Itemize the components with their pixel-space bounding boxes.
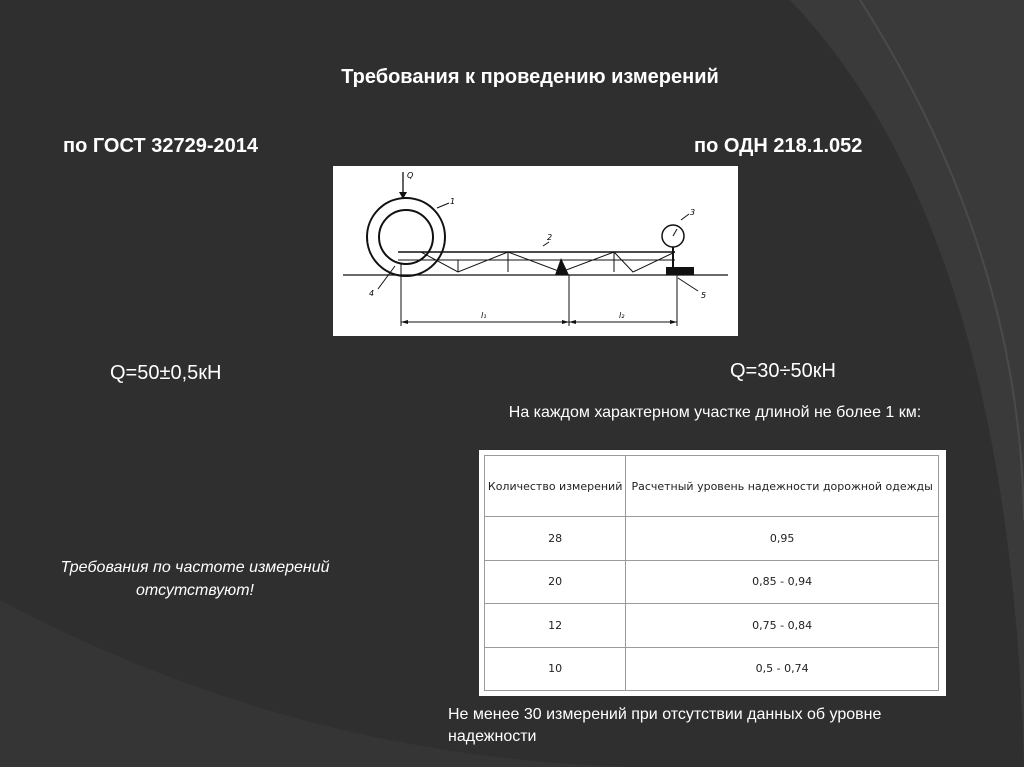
table-row (485, 560, 939, 604)
wheel-inner (379, 210, 433, 264)
label-1: 1 (450, 197, 456, 206)
segment-note: На каждом характерном участке длиной не более 1 км: (508, 404, 922, 421)
label-2: 2 (547, 233, 553, 242)
table-row (485, 604, 939, 648)
cell-count: 10 (485, 647, 626, 691)
load-label: Q (407, 171, 414, 180)
label-4: 4 (369, 289, 375, 298)
frequency-note: Требования по частоте измерений отсутствуют! (60, 559, 330, 599)
label-3: 3 (690, 208, 696, 217)
measurement-scheme-diagram (333, 166, 738, 336)
slide-title: Требования к проведению измерений (341, 66, 719, 88)
dimension-l2: l₂ (619, 311, 625, 320)
cell-reliability: 0,5 - 0,74 (626, 647, 939, 691)
odn-load-value: Q=30÷50кН (730, 360, 836, 382)
support (666, 267, 694, 275)
gost-load-value: Q=50±0,5кН (110, 362, 222, 384)
dimension-l1: l₁ (481, 311, 487, 320)
minimum-measurements-note: Не менее 30 измерений при отсутствии данных об уровне надежности (448, 706, 882, 745)
reliability-table (484, 455, 939, 691)
cell-reliability: 0,95 (626, 517, 939, 561)
gost-standard-heading: по ГОСТ 32729-2014 (63, 135, 258, 157)
odn-standard-heading: по ОДН 218.1.052 (694, 135, 863, 157)
header-reliability: Расчетный уровень надежности дорожной одежды (626, 456, 939, 517)
label-5: 5 (701, 291, 707, 300)
cell-count: 28 (485, 517, 626, 561)
cell-reliability: 0,75 - 0,84 (626, 604, 939, 648)
table-header-row (485, 456, 939, 517)
reliability-table-panel (479, 450, 946, 696)
cell-reliability: 0,85 - 0,94 (626, 560, 939, 604)
fulcrum (555, 258, 569, 275)
cell-count: 20 (485, 560, 626, 604)
table-row (485, 647, 939, 691)
header-count: Количество измерений (485, 456, 626, 517)
beam-truss (421, 252, 675, 272)
cell-count: 12 (485, 604, 626, 648)
table-row (485, 517, 939, 561)
